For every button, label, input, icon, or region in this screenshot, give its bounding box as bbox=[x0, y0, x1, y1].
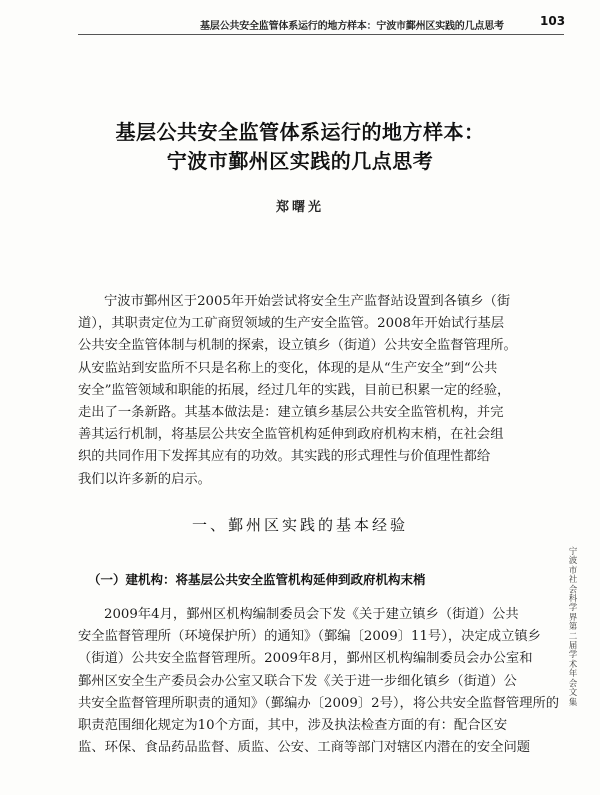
text-line: 从安监站到安监所不只是名称上的变化，体现的是从“生产安全”到“公共 bbox=[78, 360, 498, 376]
article-title-line-1: 基层公共安全监管体系运行的地方样本： bbox=[115, 120, 485, 144]
stamp-char: 市 bbox=[568, 565, 578, 576]
stamp-char: 会 bbox=[568, 678, 578, 689]
stamp-char: 术 bbox=[568, 659, 578, 670]
stamp-char: 宁 bbox=[568, 547, 578, 557]
section-heading: 一、鄞州区实践的基本经验 bbox=[191, 516, 408, 534]
author-name: 郑曙光 bbox=[275, 200, 324, 215]
text-line: 安全”监管领域和职能的拓展，经过几年的实践，目前已积累一定的经验， bbox=[78, 382, 511, 398]
header-rule bbox=[78, 34, 564, 35]
stamp-char: 学 bbox=[568, 650, 578, 661]
abstract-paragraph bbox=[78, 291, 548, 491]
running-header bbox=[0, 14, 600, 30]
text-line: 宁波市鄞州区于2005年开始尝试将安全生产监督站设置到各镇乡（街 bbox=[104, 294, 511, 309]
stamp-char: 第 bbox=[568, 622, 578, 633]
running-head-title: 基层公共安全监管体系运行的地方样本：宁波市鄞州区实践的几点思考 bbox=[200, 21, 504, 32]
stamp-char: 界 bbox=[568, 612, 578, 623]
stamp-char: 年 bbox=[568, 669, 578, 680]
text-line: 善其运行机制，将基层公共安全监管机构延伸到政府机构末梢，在社会组 bbox=[78, 427, 504, 443]
stamp-char: 科 bbox=[568, 594, 578, 605]
text-line: 鄞州区安全生产委员会办公室又联合下发《关于进一步细化镇乡（街道）公 bbox=[78, 673, 517, 689]
text-line: 走出了一条新路。其基本做法是：建立镇乡基层公共安全监管机构，并完 bbox=[78, 405, 504, 421]
text-line: 安全监督管理所（环境保护所）的通知》（鄞编〔2009〕11号），决定成立镇乡 bbox=[78, 629, 541, 645]
article-title-line-2: 宁波市鄞州区实践的几点思考 bbox=[166, 149, 434, 173]
stamp-char: 二 bbox=[568, 631, 578, 642]
text-line: 公共安全监管体制与机制的探索，设立镇乡（街道）公共安全监督管理所。 bbox=[78, 338, 517, 354]
text-line: 我们以许多新的启示。 bbox=[78, 471, 211, 487]
text-line: 共安全监督管理所职责的通知》（鄞编办〔2009〕2号），将公共安全监督管理所的 bbox=[78, 695, 560, 711]
stamp-char: 届 bbox=[568, 641, 578, 652]
page-number: 103 bbox=[540, 14, 566, 28]
text-line: 监、环保、食品药品监督、质监、公安、工商等部门对辖区内潜在的安全问题 bbox=[78, 740, 531, 756]
subsection-heading: （一）建机构：将基层公共安全监管机构延伸到政府机构末梢 bbox=[88, 572, 426, 587]
stamp-char: 波 bbox=[568, 556, 578, 567]
section-paragraph bbox=[78, 604, 560, 759]
text-line: 织的共同作用下发挥其应有的功效。其实践的形式理性与价值理性都给 bbox=[78, 449, 491, 465]
stamp-char: 文 bbox=[568, 688, 578, 699]
text-line: 2009年4月，鄞州区机构编制委员会下发《关于建立镇乡（街道）公共 bbox=[104, 607, 519, 622]
stamp-char: 会 bbox=[568, 584, 578, 595]
stamp-char: 集 bbox=[568, 697, 578, 708]
side-margin-stamp bbox=[562, 548, 584, 708]
text-line: 职责范围细化规定为10个方面，其中，涉及执法检查方面的有：配合区安 bbox=[78, 718, 508, 734]
text-line: 道），其职责定位为工矿商贸领域的生产安全监管。2008年开始试行基层 bbox=[78, 316, 505, 332]
stamp-char: 社 bbox=[568, 575, 578, 586]
text-line: （街道）公共安全监督管理所。2009年8月，鄞州区机构编制委员会办公室和 bbox=[78, 651, 533, 667]
stamp-char: 学 bbox=[568, 603, 578, 614]
